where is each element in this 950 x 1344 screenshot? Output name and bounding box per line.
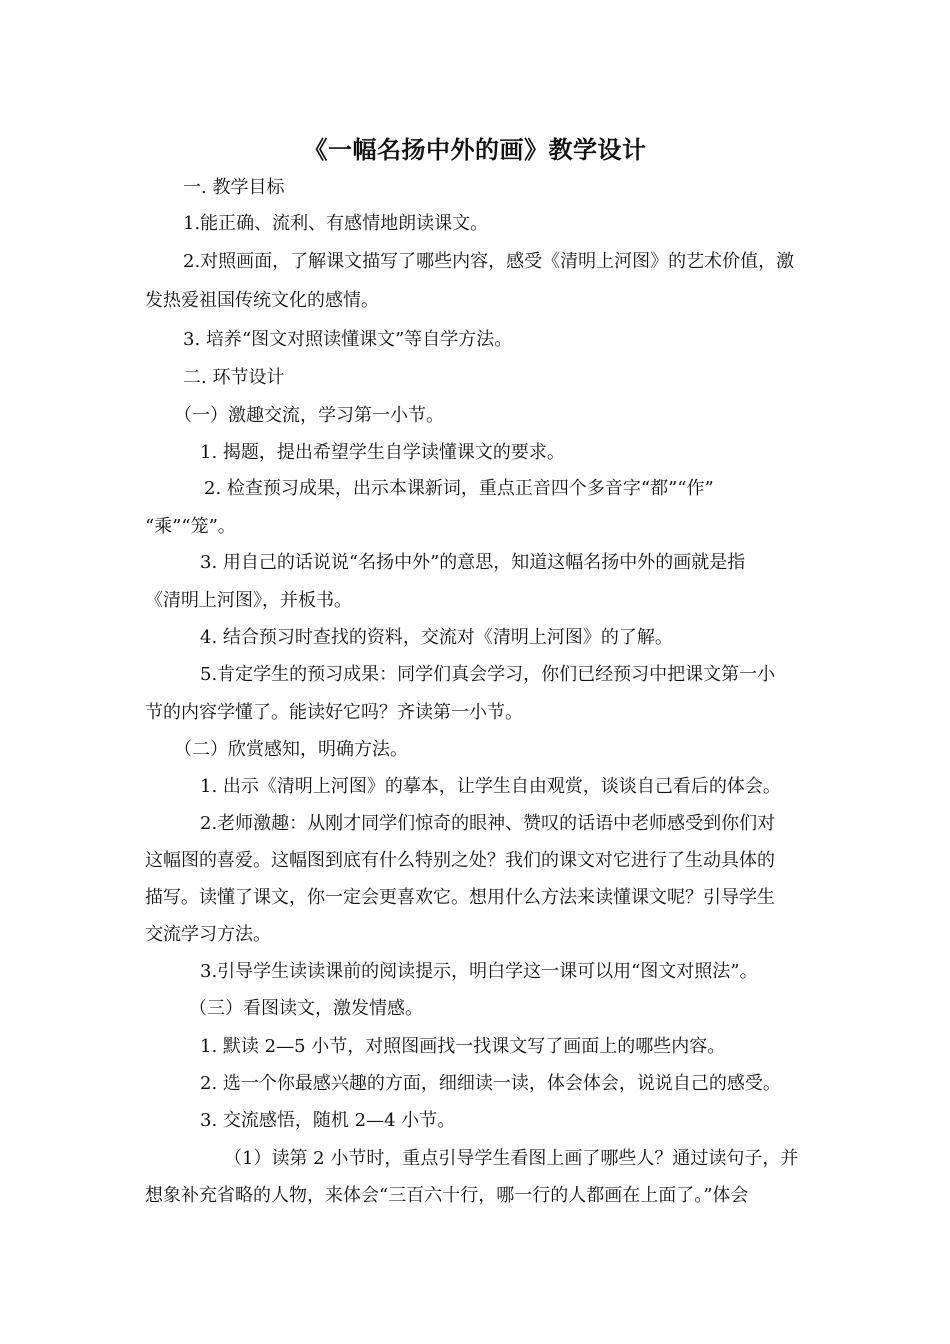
paragraph-line: 1.能正确、流利、有感情地朗读课文。 xyxy=(183,213,489,234)
paragraph-line: 2.对照画面，了解课文描写了哪些内容，感受《清明上河图》的艺术价值，激 xyxy=(183,251,795,272)
paragraph-line: 发热爱祖国传统文化的感情。 xyxy=(145,290,379,311)
paragraph-line: 3. 交流感悟，随机 2—4 小节。 xyxy=(200,1110,456,1131)
paragraph-line: 5.肯定学生的预习成果：同学们真会学习，你们已经预习中把课文第一小 xyxy=(200,664,776,685)
paragraph-line: 2. 选一个你最感兴趣的方面，细细读一读，体会体会，说说自己的感受。 xyxy=(200,1073,781,1094)
subsection-heading: （三）看图读文，激发情感。 xyxy=(189,998,423,1019)
paragraph-line: 1. 揭题，提出希望学生自学读懂课文的要求。 xyxy=(200,442,565,463)
paragraph-line: 1. 出示《清明上河图》的摹本，让学生自由观赏，谈谈自己看后的体会。 xyxy=(200,776,781,797)
paragraph-line: 交流学习方法。 xyxy=(145,924,271,945)
paragraph-line: 3. 培养“图文对照读懂课文”等自学方法。 xyxy=(183,329,513,350)
section-heading-design: 二. 环节设计 xyxy=(183,367,285,388)
section-heading-goals: 一. 教学目标 xyxy=(183,177,285,198)
subsection-heading: （一）激趣交流，学习第一小节。 xyxy=(174,405,444,426)
document-title: 《一幅名扬中外的画》教学设计 xyxy=(303,136,647,164)
paragraph-line: 节的内容学懂了。能读好它吗？齐读第一小节。 xyxy=(145,702,523,723)
paragraph-line: 2.老师激趣：从刚才同学们惊奇的眼神、赞叹的话语中老师感受到你们对 xyxy=(200,813,776,834)
paragraph-line: 4. 结合预习时查找的资料，交流对《清明上河图》的了解。 xyxy=(200,627,673,648)
paragraph-line: “乘”“笼”。 xyxy=(145,516,236,537)
paragraph-line: 《清明上河图》，并板书。 xyxy=(145,590,352,611)
paragraph-line: 3.引导学生读读课前的阅读提示，明白学这一课可以用“图文对照法”。 xyxy=(200,961,758,982)
paragraph-line: 描写。读懂了课文，你一定会更喜欢它。想用什么方法来读懂课文呢？引导学生 xyxy=(145,887,775,908)
paragraph-line: 想象补充省略的人物，来体会“三百六十行，哪一行的人都画在上面了。”体会 xyxy=(145,1185,749,1206)
subsection-heading: （二）欣赏感知，明确方法。 xyxy=(174,739,408,760)
paragraph-line: 这幅图的喜爱。这幅图到底有什么特别之处？我们的课文对它进行了生动具体的 xyxy=(145,850,775,871)
paragraph-line: 3. 用自己的话说说“名扬中外”的意思，知道这幅名扬中外的画就是指 xyxy=(200,552,746,573)
paragraph-line: 1. 默读 2—5 小节，对照图画找一找课文写了画面上的哪些内容。 xyxy=(200,1036,726,1057)
paragraph-line: （1）读第 2 小节时，重点引导学生看图上画了哪些人？通过读句子，并 xyxy=(224,1148,799,1169)
paragraph-line: 2. 检查预习成果，出示本课新词，重点正音四个多音字“都”“作” xyxy=(204,478,714,499)
